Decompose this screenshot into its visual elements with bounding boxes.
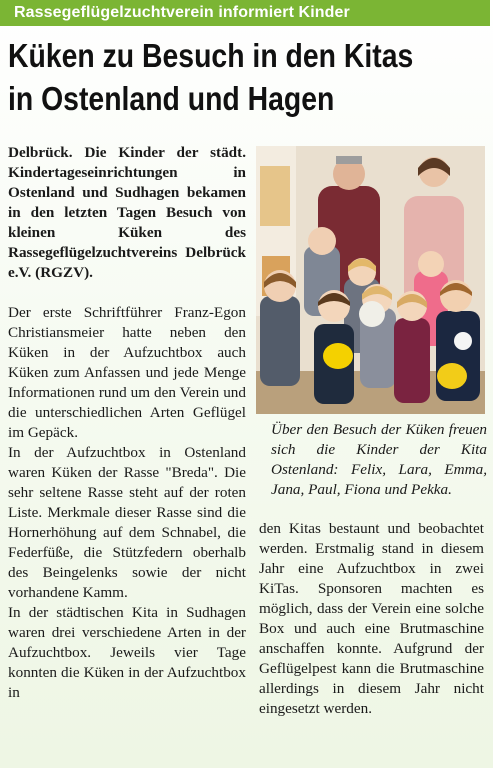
article-paragraph-4: den Kitas bestaunt und beobachtet werden. Erstmalig stand in diesem Jahr eine Aufzuchtbox in zwei KiTas. Sponsoren machten es möglich, dass der Verein eine solche Box und auch eine Brutmaschine anschaffen konnte. Aufgrund der Geflügelpest kann die Brutmaschine allerdings in diesem Jahr nicht eingesetzt werden.	[259, 520, 484, 717]
headline-line-1: Küken zu Besuch in den Kitas	[8, 37, 414, 74]
group-photo-illustration	[256, 146, 485, 414]
article-paragraph-2: In der Aufzuchtbox in Ostenland waren Küken der Rasse "Breda". Die sehr seltene Rasse steht auf der roten Liste. Merkmale dieser Rasse sind die Hornerhöhung auf dem Schnabel, die Federfüße, die Stützfedern oberhalb des Beingelenks sowie der nicht vorhandene Kamm.	[8, 444, 246, 601]
headline	[8, 34, 421, 120]
group-photo	[256, 146, 485, 414]
photo-caption: Über den Besuch der Küken freuen sich die Kinder der Kita Ostenland: Felix, Lara, Emma, Jana, Paul, Fiona und Pekka.	[271, 421, 487, 498]
article-column-right	[259, 519, 484, 719]
article-lead: Delbrück. Die Kinder der städt. Kindertageseinrichtungen in Ostenland und Sudhagen bekamen in den letzten Tagen Besuch von kleinen Küken des Rassegeflügelzuchtvereins Delbrück e.V. (RGZV).	[8, 144, 246, 281]
section-kicker: Rassegeflügelzuchtverein informiert Kinder	[0, 0, 490, 26]
article-column-left	[8, 143, 246, 703]
article-paragraph-3: In der städtischen Kita in Sudhagen waren drei verschiedene Arten in der Aufzuchtbox. Jeweils vier Tage konnten die Küken in der Aufzuchtbox in	[8, 604, 246, 701]
article-paragraph-1: Der erste Schriftführer Franz-Egon Christiansmeier hatte neben den Küken in der Aufzuchtbox auch Küken zum Anfassen und jede Menge Informationen rund um den Verein und die unterschiedlichen Arten Geflügel im Gepäck.	[8, 304, 246, 441]
headline-line-2: in Ostenland und Hagen	[8, 80, 335, 117]
